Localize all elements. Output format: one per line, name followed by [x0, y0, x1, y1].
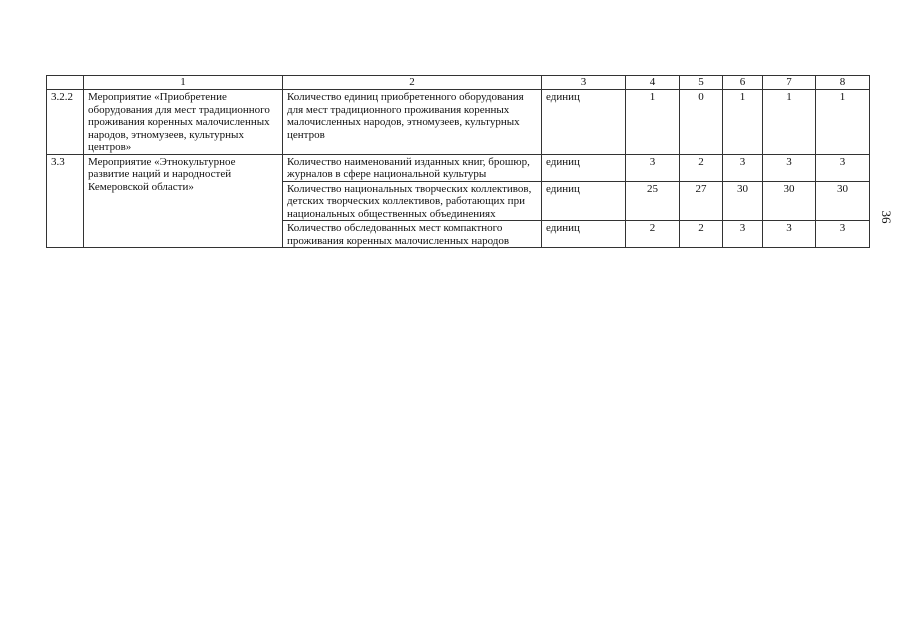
value-cell: 1: [816, 90, 870, 155]
header-cell: 5: [680, 76, 723, 90]
value-cell: 3: [723, 154, 763, 181]
value-cell: 1: [763, 90, 816, 155]
indicators-table: [46, 75, 870, 248]
value-cell: 30: [723, 181, 763, 221]
value-cell: 3: [763, 221, 816, 248]
header-cell: 6: [723, 76, 763, 90]
value-cell: 0: [680, 90, 723, 155]
header-cell: 3: [542, 76, 626, 90]
unit-cell: единиц: [542, 221, 626, 248]
table-header-row: [47, 76, 870, 90]
value-cell: 3: [816, 221, 870, 248]
header-cell: 2: [283, 76, 542, 90]
value-cell: 3: [816, 154, 870, 181]
row-code: 3.3: [47, 154, 84, 248]
table-row: [47, 90, 870, 155]
header-cell: 4: [626, 76, 680, 90]
indicator-cell: Количество наименований изданных книг, брошюр, журналов в сфере национальной культуры: [283, 154, 542, 181]
indicator-cell: Количество обследованных мест компактного проживания коренных малочисленных народов: [283, 221, 542, 248]
header-cell: 7: [763, 76, 816, 90]
page-number: 36: [879, 210, 894, 224]
indicator-cell: Количество национальных творческих коллективов, детских творческих коллективов, работающих при национальных общественных объединениях: [283, 181, 542, 221]
value-cell: 30: [763, 181, 816, 221]
value-cell: 2: [680, 221, 723, 248]
value-cell: 3: [763, 154, 816, 181]
value-cell: 27: [680, 181, 723, 221]
header-cell: 1: [84, 76, 283, 90]
table-row: [47, 154, 870, 181]
value-cell: 1: [723, 90, 763, 155]
value-cell: 30: [816, 181, 870, 221]
header-cell: [47, 76, 84, 90]
event-cell: Мероприятие «Приобретение оборудования для мест традиционного проживания коренных малочисленных народов, этномузеев, культурных центров»: [84, 90, 283, 155]
value-cell: 1: [626, 90, 680, 155]
value-cell: 2: [680, 154, 723, 181]
row-code: 3.2.2: [47, 90, 84, 155]
unit-cell: единиц: [542, 181, 626, 221]
value-cell: 3: [723, 221, 763, 248]
unit-cell: единиц: [542, 154, 626, 181]
unit-cell: единиц: [542, 90, 626, 155]
value-cell: 3: [626, 154, 680, 181]
value-cell: 25: [626, 181, 680, 221]
indicator-cell: Количество единиц приобретенного оборудования для мест традиционного проживания коренных малочисленных народов, этномузеев, культурных центров: [283, 90, 542, 155]
event-cell: Мероприятие «Этнокультурное развитие наций и народностей Кемеровской области»: [84, 154, 283, 248]
header-cell: 8: [816, 76, 870, 90]
value-cell: 2: [626, 221, 680, 248]
